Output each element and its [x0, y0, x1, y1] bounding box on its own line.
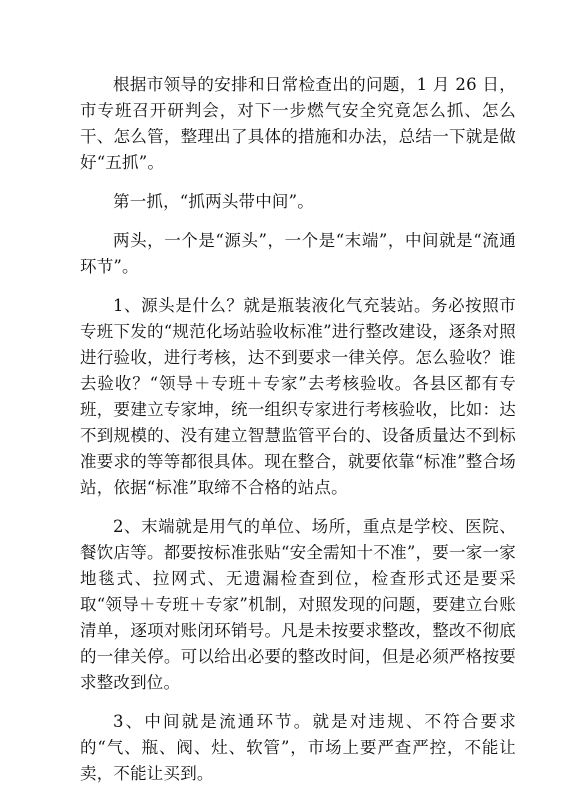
section-heading: 第一抓，“抓两头带中间”。: [113, 192, 314, 211]
document-body: [80, 72, 516, 800]
two-ends-paragraph: 两头，一个是“源头”，一个是“末端”，中间就是“流通环节”。: [80, 231, 516, 276]
source-paragraph: 1、源头是什么？就是瓶装液化气充装站。务必按照市专班下发的“规范化场站验收标准”进行整改建设，逐条对照进行验收，进行考核，达不到要求一律关停。怎么验收？谁去验收？“领导＋专班＋专家”去考核验收。各县区都有专班，要建立专家坤，统一组织专家进行考核验收，比如：达不到规模的、没有建立智慧监管平台的、设备质量达不到标准要求的等等都很具体。现在整合，就要依靠“标准”整合场站，依据“标准”取缔不合格的站点。: [80, 296, 516, 497]
intro-paragraph: 根据市领导的安排和日常检查出的问题，1 月 26 日，市专班召开研判会，对下一步燃气安全究竟怎么抓、怎么干、怎么管，整理出了具体的措施和办法，总结一下就是做好“五抓”。: [80, 75, 516, 172]
middle-paragraph: 3、中间就是流通环节。就是对违规、不符合要求的“气、瓶、阀、灶、软管”，市场上要严查严控，不能让卖，不能让买到。: [80, 712, 516, 783]
end-paragraph: 2、末端就是用气的单位、场所，重点是学校、医院、餐饮店等。都要按标准张贴“安全需知十不准”，要一家一家地毯式、拉网式、无遗漏检查到位，检查形式还是要采取“领导＋专班＋专家”机制，对照发现的问题，要建立台账清单，逐项对账闭环销号。凡是未按要求整改，整改不彻底的一律关停。可以给出必要的整改时间，但是必须严格按要求整改到位。: [80, 517, 516, 692]
